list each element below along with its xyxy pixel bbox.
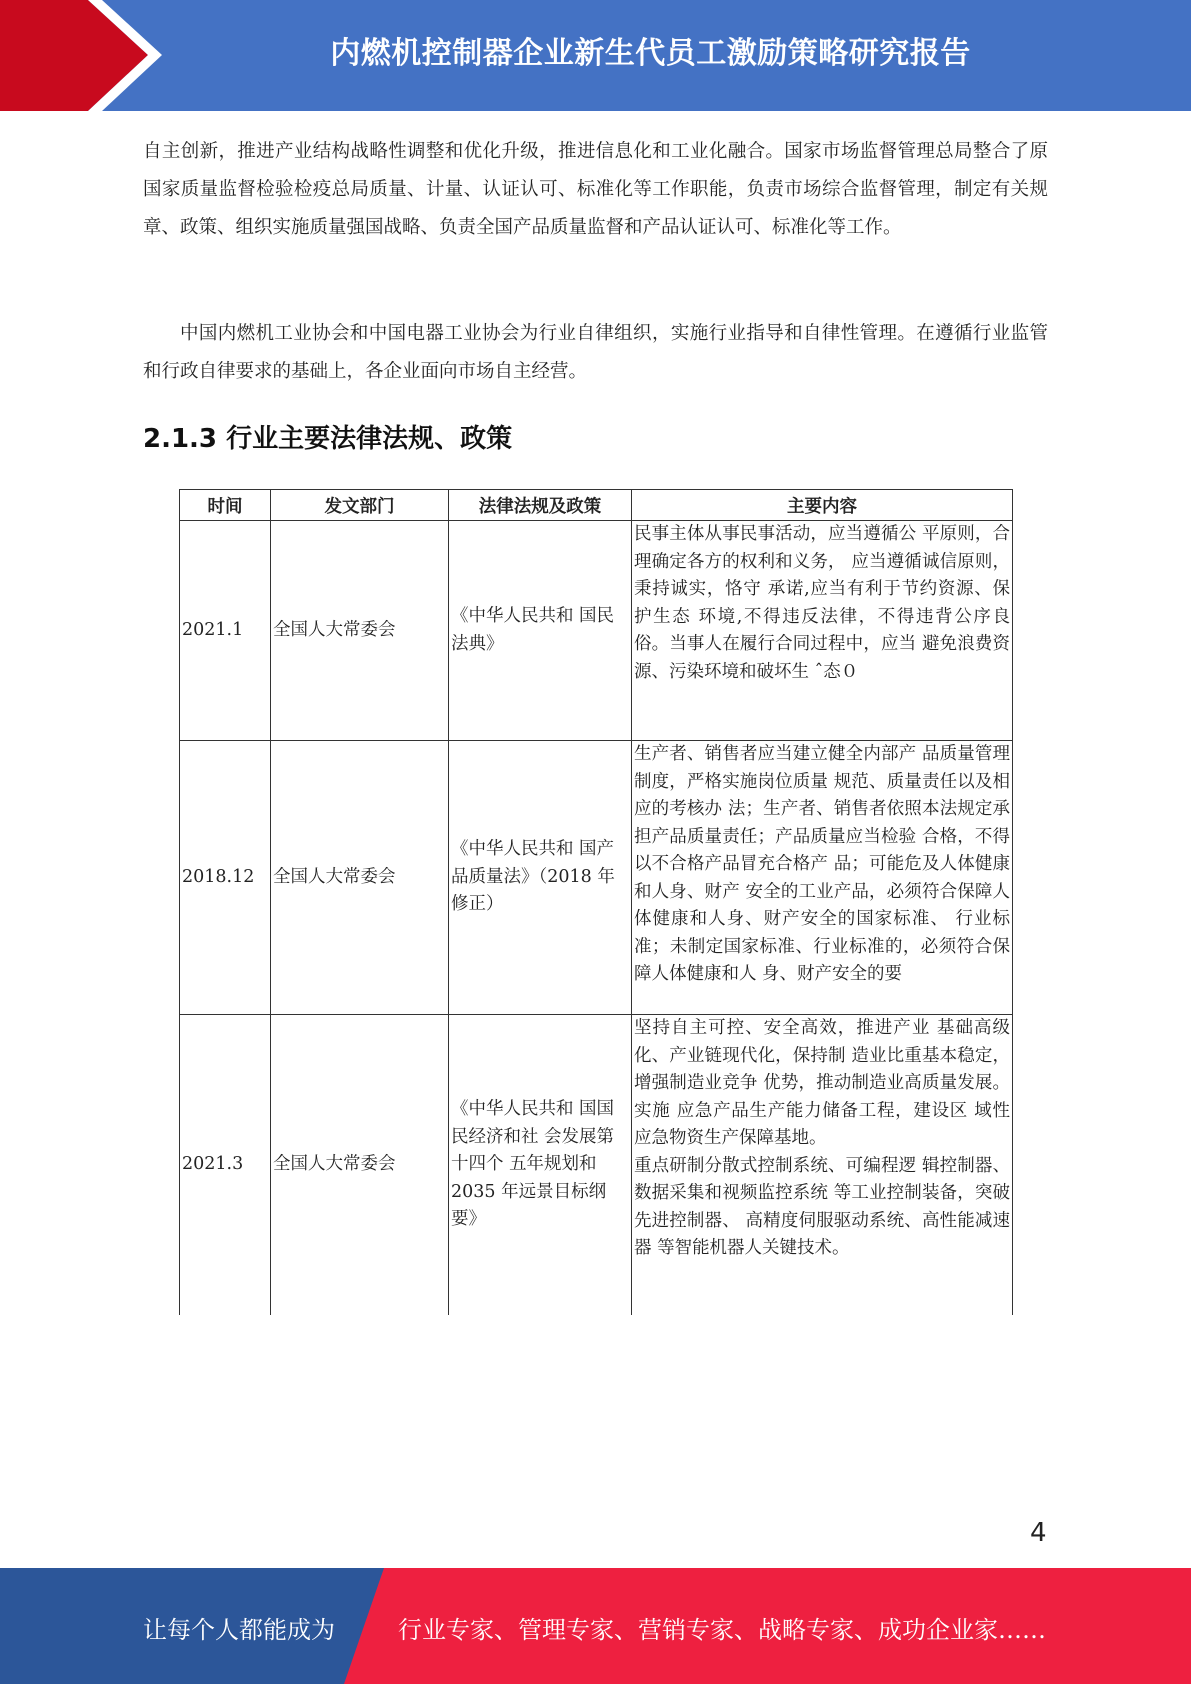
cell-time: 2021.3: [180, 1015, 271, 1315]
cell-law: 《中华人民共和 国产品质量法》（2018 年修正）: [449, 741, 632, 1015]
table-row: [180, 521, 1013, 741]
body-paragraph-2: 中国内燃机工业协会和中国电器工业协会为行业自律组织，实施行业指导和自律性管理。在遵循行业监管和行政自律要求的基础上，各企业面向市场自主经营。: [143, 323, 1048, 382]
policy-table: [179, 489, 1013, 1315]
table-header-row: [180, 490, 1013, 521]
header-content: 主要内容: [632, 490, 1013, 521]
header-department: 发文部门: [271, 490, 449, 521]
cell-time: 2018.12: [180, 741, 271, 1015]
cell-content: 民事主体从事民事活动，应当遵循公 平原则，合理确定各方的权利和义务， 应当遵循诚信原则，秉持诚实，恪守 承诺,应当有利于节约资源、保护生态 环境,不得违反法律，不得违背公序良 俗。当事人在履行合同过程中，应当 避免浪费资源、污染环境和破坏生 ˆ态０: [632, 521, 1013, 741]
table-row: [180, 741, 1013, 1015]
cell-department: 全国人大常委会: [271, 521, 449, 741]
report-title: 内燃机控制器企业新生代员工激励策略研究报告: [330, 36, 971, 71]
cell-law: 《中华人民共和 国国民经济和社 会发展第十四个 五年规划和 2035 年远景目标纲 要》: [449, 1015, 632, 1315]
cell-content-paragraph-2: 重点研制分散式控制系统、可编程逻 辑控制器、数据采集和视频监控系统 等工业控制装备，突破先进控制器、 高精度伺服驱动系统、高性能减速器 等智能机器人关键技术。: [634, 1155, 1010, 1258]
header-time: 时间: [180, 490, 271, 521]
page-number: 4: [1030, 1518, 1047, 1548]
cell-content: [632, 1015, 1013, 1315]
body-paragraph-1: 自主创新，推进产业结构战略性调整和优化升级，推进信息化和工业化融合。国家市场监督管理总局整合了原国家质量监督检验检疫总局质量、计量、认证认可、标准化等工作职能，负责市场综合监督管理，制定有关规章、政策、组织实施质量强国战略、负责全国产品质量监督和产品认证认可、标准化等工作。: [143, 141, 1048, 238]
header-law: 法律法规及政策: [449, 490, 632, 521]
cell-department: 全国人大常委会: [271, 1015, 449, 1315]
table-row: [180, 1015, 1013, 1315]
cell-content: 生产者、销售者应当建立健全内部产 品质量管理制度，严格实施岗位质量 规范、质量责任以及相应的考核办 法；生产者、销售者依照本法规定承 担产品质量责任；产品质量应当检验 合格，不得以不合格产品冒充合格产 品；可能危及人体健康和人身、财产 安全的工业产品，必须符合保障人体健康和人身、财产安全的国家标准、 行业标准；未制定国家标准、行业标准的，必须符合保障人体健康和人 身、财产安全的要: [632, 741, 1013, 1015]
page-footer: [0, 1568, 1191, 1684]
section-heading: 2.1.3 行业主要法律法规、政策: [143, 424, 513, 454]
footer-slogan-left: 让每个人都能成为: [143, 1616, 335, 1644]
footer-slogan-right: 行业专家、管理专家、营销专家、战略专家、成功企业家……: [398, 1616, 1046, 1644]
cell-department: 全国人大常委会: [271, 741, 449, 1015]
cell-law: 《中华人民共和 国民法典》: [449, 521, 632, 741]
cell-content-paragraph-1: 坚持自主可控、安全高效，推进产业 基础高级化、产业链现代化，保持制 造业比重基本稳定，增强制造业竞争 优势，推动制造业高质量发展。实施 应急产品生产能力储备工程，建设区 域性应急物资生产保障基地。: [634, 1018, 1010, 1148]
header-red-chevron: [0, 0, 148, 111]
cell-time: 2021.1: [180, 521, 271, 741]
page-header: [0, 0, 1191, 111]
